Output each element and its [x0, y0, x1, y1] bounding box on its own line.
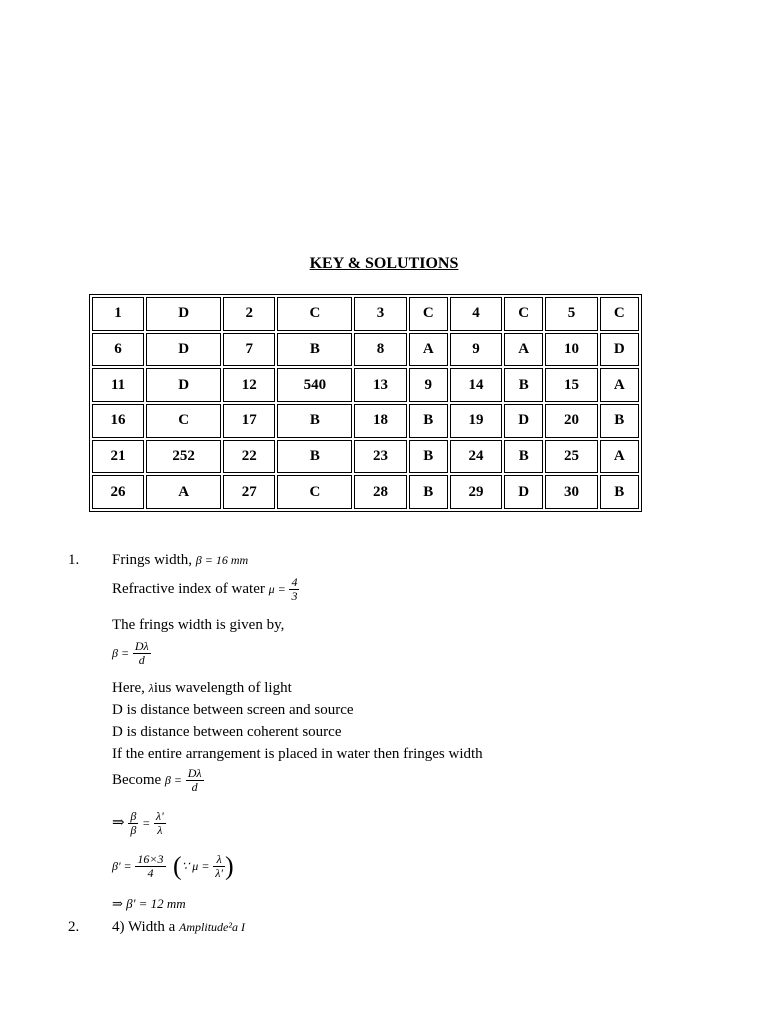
solution-line — [112, 810, 166, 837]
answer-cell: A — [504, 333, 543, 367]
answer-cell: 252 — [146, 440, 221, 474]
answer-cell: C — [504, 297, 543, 331]
answer-cell: B — [409, 475, 448, 509]
answer-cell: D — [504, 404, 543, 438]
fraction: $\frac{16\times 3}{4}$ — [137, 852, 164, 881]
equals-symbol: = — [142, 816, 151, 831]
solution-line — [112, 853, 234, 880]
fraction: $\frac{D\lambda}{d}$ — [134, 639, 149, 668]
solution-text: If the entire arrangement is placed in water then fringes width — [112, 746, 483, 762]
answer-cell: C — [600, 297, 639, 331]
answer-cell: C — [277, 297, 352, 331]
answer-cell: B — [277, 440, 352, 474]
answer-cell: C — [277, 475, 352, 509]
question-number-cell: 14 — [450, 368, 502, 402]
right-paren: ) — [224, 851, 234, 881]
answer-cell: B — [600, 475, 639, 509]
answer-cell: 540 — [277, 368, 352, 402]
question-number-cell: 23 — [354, 440, 406, 474]
key-row — [92, 297, 639, 331]
question-number-cell: 12 — [223, 368, 275, 402]
question-number-cell: 29 — [450, 475, 502, 509]
fraction: $\frac{D\lambda}{d}$ — [187, 766, 202, 795]
answer-cell: D — [146, 333, 221, 367]
question-number-cell: 10 — [545, 333, 597, 367]
solution-line — [112, 576, 299, 603]
question-number-cell: 8 — [354, 333, 406, 367]
answer-cell: C — [146, 404, 221, 438]
question-number: 2. — [68, 919, 80, 935]
answer-cell: D — [146, 368, 221, 402]
answer-cell: D — [504, 475, 543, 509]
key-row — [92, 368, 639, 402]
equation: μ = — [268, 582, 286, 597]
solution-line — [112, 553, 248, 568]
page-title: KEY & SOLUTIONS — [309, 255, 459, 272]
answer-cell: B — [277, 333, 352, 367]
fraction: $\frac{\lambda}{\lambda'}$ — [215, 852, 223, 881]
question-number-cell: 7 — [223, 333, 275, 367]
question-number: 1. — [68, 552, 80, 568]
question-number-cell: 3 — [354, 297, 406, 331]
solution-text: ius wavelength of light — [153, 680, 292, 696]
answer-cell: B — [504, 368, 543, 402]
answer-cell: A — [146, 475, 221, 509]
key-row — [92, 440, 639, 474]
question-number-cell: 1 — [92, 297, 144, 331]
answer-key-table — [89, 294, 642, 512]
equation: β' = — [112, 859, 132, 874]
question-number-cell: 4 — [450, 297, 502, 331]
solution-text: The frings width is given by, — [112, 617, 285, 633]
question-number-cell: 11 — [92, 368, 144, 402]
answer-cell: B — [277, 404, 352, 438]
equation: Amplitude²a I — [179, 920, 245, 934]
question-number-cell: 6 — [92, 333, 144, 367]
answer-cell: D — [146, 297, 221, 331]
solution-line — [112, 681, 292, 696]
question-number-cell: 20 — [545, 404, 597, 438]
implies-symbol: ⇒ — [112, 815, 125, 832]
answer-cell: D — [600, 333, 639, 367]
question-number-cell: 24 — [450, 440, 502, 474]
answer-cell: 9 — [409, 368, 448, 402]
equation: β = — [164, 773, 182, 788]
key-row — [92, 475, 639, 509]
question-number-cell: 19 — [450, 404, 502, 438]
equation: β = — [112, 646, 130, 661]
fraction: $\frac{\beta}{\beta}$ — [130, 809, 137, 838]
answer-cell: A — [409, 333, 448, 367]
fraction: $\frac{4}{3}$ — [291, 575, 298, 604]
answer-cell: C — [409, 297, 448, 331]
question-number-cell: 30 — [545, 475, 597, 509]
question-number-cell: 16 — [92, 404, 144, 438]
question-number-cell: 28 — [354, 475, 406, 509]
solution-text: Refractive index of water — [112, 581, 265, 598]
question-number-cell: 22 — [223, 440, 275, 474]
question-number-cell: 21 — [92, 440, 144, 474]
question-number-cell: 13 — [354, 368, 406, 402]
answer-cell: B — [409, 440, 448, 474]
question-number-cell: 25 — [545, 440, 597, 474]
equation: λ — [148, 681, 154, 695]
answer-cell: A — [600, 440, 639, 474]
answer-cell: B — [600, 404, 639, 438]
question-number-cell: 26 — [92, 475, 144, 509]
equation: ∵ μ = — [181, 859, 210, 874]
left-paren: ( — [173, 851, 182, 881]
question-number-cell: 18 — [354, 404, 406, 438]
solution-line — [112, 640, 151, 667]
equation: ⇒ β' = 12 mm — [112, 896, 186, 911]
solution-text: D is distance between screen and source — [112, 702, 354, 718]
answer-cell: B — [504, 440, 543, 474]
answer-key-body — [92, 297, 639, 509]
question-number-cell: 27 — [223, 475, 275, 509]
question-number-cell: 15 — [545, 368, 597, 402]
solution-text: Become — [112, 772, 162, 789]
solution-text: 4) Width a — [112, 919, 176, 935]
question-number-cell: 17 — [223, 404, 275, 438]
key-row — [92, 404, 639, 438]
question-number-cell: 5 — [545, 297, 597, 331]
solution-text: Frings width, — [112, 552, 193, 568]
fraction: $\frac{\lambda'}{\lambda}$ — [155, 809, 164, 838]
equation: β = 16 mm — [195, 553, 249, 567]
solution-line — [112, 767, 204, 794]
key-row — [92, 333, 639, 367]
answer-cell: B — [409, 404, 448, 438]
solution-line — [112, 920, 245, 935]
solution-text: D is distance between coherent source — [112, 724, 342, 740]
question-number-cell: 2 — [223, 297, 275, 331]
answer-cell: A — [600, 368, 639, 402]
question-number-cell: 9 — [450, 333, 502, 367]
solution-text: Here, — [112, 680, 145, 696]
